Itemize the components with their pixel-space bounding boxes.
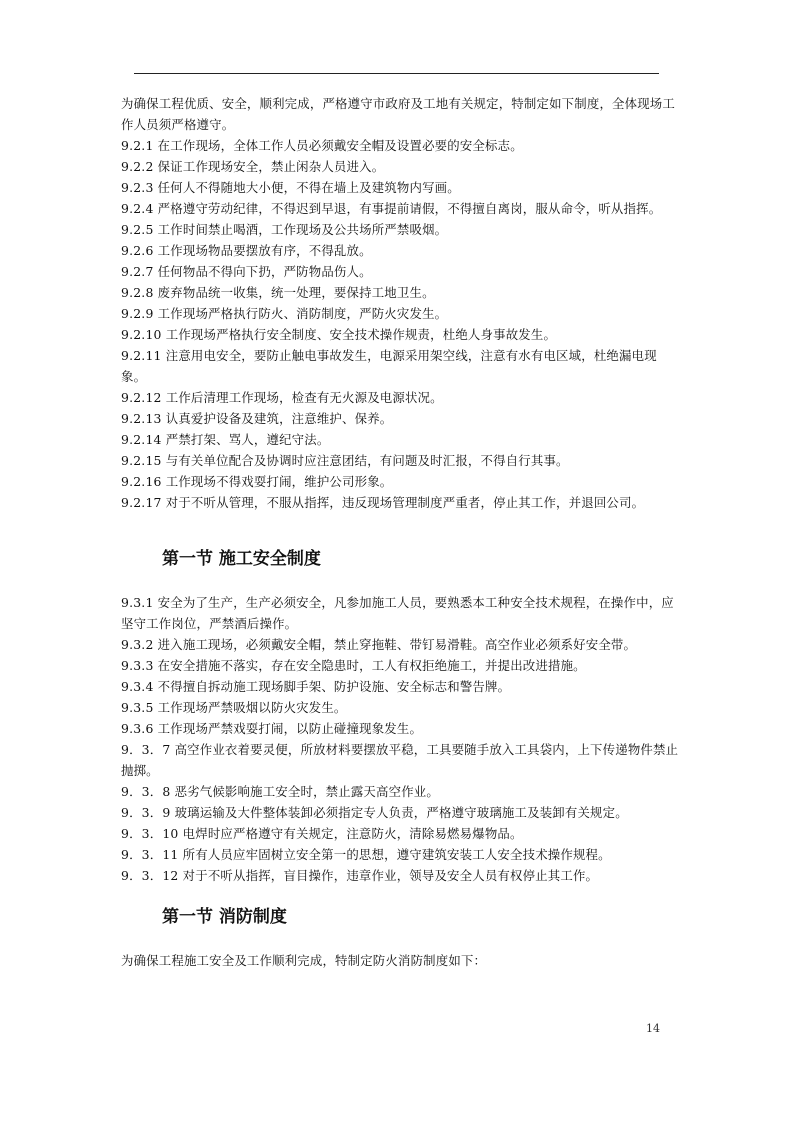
intro-paragraph: 为确保工程优质、安全，顺利完成，严格遵守市政府及工地有关规定，特制定如下制度，全体现场工作人员须严格遵守。: [121, 96, 675, 132]
rule-item: 9.2.2 保证工作现场安全，禁止闲杂人员进入。: [121, 159, 385, 174]
rule-item: 9.3.5 工作现场严禁吸烟以防火灾发生。: [121, 700, 347, 715]
rule-item: 9.2.13 认真爱护设备及建筑，注意维护、保养。: [121, 411, 393, 426]
rule-item: 9．3．9 玻璃运输及大件整体装卸必须指定专人负责，严格遵守玻璃施工及装卸有关规定。: [121, 805, 628, 820]
rule-item: 9.2.14 严禁打架、骂人，遵纪守法。: [121, 432, 330, 447]
section-heading-fire-safety: 第一节 消防制度: [162, 907, 287, 927]
document-body: [121, 93, 679, 971]
page-number: 14: [646, 1022, 660, 1035]
rule-item: 9.2.6 工作现场物品要摆放有序，不得乱放。: [121, 243, 372, 258]
rule-item: 9.2.1 在工作现场，全体工作人员必须戴安全帽及设置必要的安全标志。: [121, 138, 523, 153]
rule-item: 9.3.3 在安全措施不落实，存在安全隐患时，工人有权拒绝施工，并提出改进措施。: [121, 658, 586, 673]
fire-intro-paragraph: 为确保工程施工安全及工作顺利完成，特制定防火消防制度如下：: [121, 953, 487, 968]
rule-item: 9.2.10 工作现场严格执行安全制度、安全技术操作规责，杜绝人身事故发生。: [121, 327, 557, 342]
rule-item: 9.2.15 与有关单位配合及协调时应注意团结，有问题及时汇报，不得自行其事。: [121, 453, 569, 468]
rule-item: 9.2.17 对于不听从管理，不服从指挥，违反现场管理制度严重者，停止其工作，并退回公司。: [121, 495, 645, 510]
rule-item: 9.2.9 工作现场严格执行防火、消防制度，严防火灾发生。: [121, 306, 448, 321]
rule-item: 9．3．12 对于不听从指挥，盲目操作，违章作业，领导及安全人员有权停止其工作。: [121, 868, 599, 883]
rule-item: 9.3.6 工作现场严禁戏耍打闹，以防止碰撞现象发生。: [121, 721, 423, 736]
rule-item: 9．3．10 电焊时应严格遵守有关规定，注意防火，清除易燃易爆物品。: [121, 826, 523, 841]
rule-item: 9．3．8 恶劣气候影响施工安全时，禁止露天高空作业。: [121, 784, 439, 799]
rule-item: 9.2.5 工作时间禁止喝酒，工作现场及公共场所严禁吸烟。: [121, 222, 448, 237]
construction-safety-list: [121, 592, 679, 886]
rule-item: 9.3.1 安全为了生产，生产必须安全，凡参加施工人员，要熟悉本工种安全技术规程，在操作中，应坚守工作岗位，严禁酒后操作。: [121, 595, 674, 631]
rule-item: 9.3.4 不得擅自拆动施工现场脚手架、防护设施、安全标志和警告牌。: [121, 679, 511, 694]
rule-item: 9.2.11 注意用电安全，要防止触电事故发生，电源采用架空线，注意有水有电区域，杜绝漏电现象。: [121, 348, 657, 384]
section-heading-construction-safety: 第一节 施工安全制度: [162, 549, 321, 569]
rule-item: 9.2.3 任何人不得随地大小便，不得在墙上及建筑物内写画。: [121, 180, 460, 195]
rule-item: 9.2.7 任何物品不得向下扔，严防物品伤人。: [121, 264, 372, 279]
rule-item: 9.2.16 工作现场不得戏耍打闹，维护公司形象。: [121, 474, 393, 489]
header-rule: [134, 73, 659, 74]
rule-item: 9.2.12 工作后清理工作现场，检查有无火源及电源状况。: [121, 390, 443, 405]
rule-item: 9．3．7 高空作业衣着要灵便，所放材料要摆放平稳，工具要随手放入工具袋内，上下传递物件禁止抛掷。: [121, 742, 679, 778]
rule-item: 9.2.8 废弃物品统一收集，统一处理，要保持工地卫生。: [121, 285, 435, 300]
rule-item: 9.2.4 严格遵守劳动纪律，不得迟到早退，有事提前请假，不得擅自离岗，服从命令，听从指挥。: [121, 201, 662, 216]
rule-item: 9．3．11 所有人员应牢固树立安全第一的思想，遵守建筑安装工人安全技术操作规程。: [121, 847, 611, 862]
site-rules-list: [121, 135, 679, 513]
rule-item: 9.3.2 进入施工现场，必须戴安全帽，禁止穿拖鞋、带钉易滑鞋。高空作业必须系好安全带。: [121, 637, 637, 652]
